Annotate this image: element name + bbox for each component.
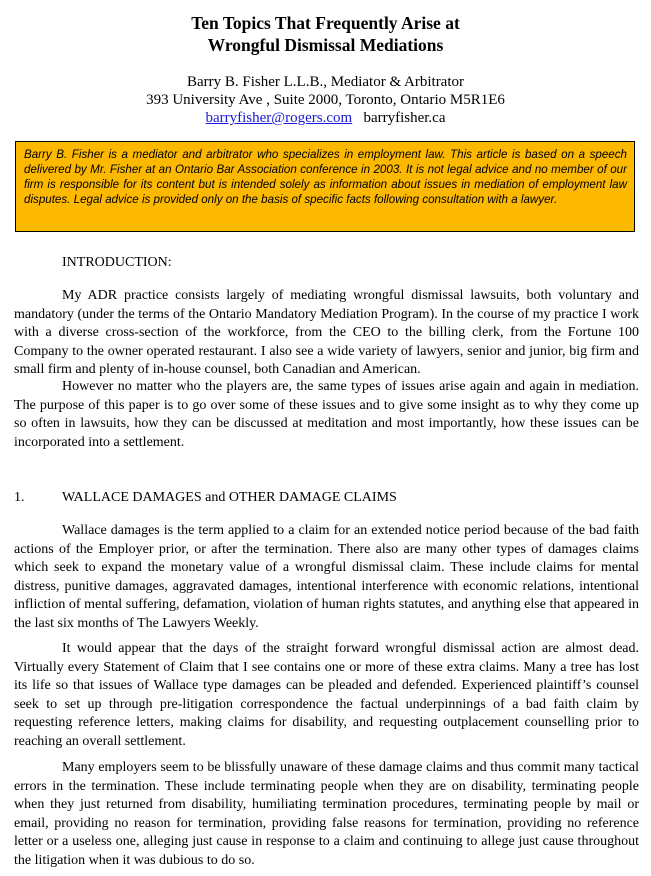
introduction-paragraph-2: However no matter who the players are, the same types of issues arise again and again in mediation. The purpose of this paper is to go over some of these issues and to give some insight as to why they come up so often in lawsuits, how they can be discussed at meditation and most importantly, how these issues can be incorporated into a settlement.: [14, 379, 639, 450]
email-link[interactable]: barryfisher@rogers.com: [205, 110, 353, 126]
introduction-heading: INTRODUCTION:: [62, 255, 172, 270]
author-contact: [0, 109, 651, 128]
introduction-paragraph-1: My ADR practice consists largely of mediating wrongful dismissal lawsuits, both voluntary and mandatory (under the terms of the Ontario Mandatory Mediation Program). In the course of my practice I work with a diverse cross-section of the workforce, from the CEO to the billing clerk, from the Fortune 100 Company to the owner operated restaurant. I also see a wide variety of lawyers, senior and junior, big firm and small firm and plenty of in-house counsel, both Canadian and American.: [14, 288, 639, 377]
disclaimer-notice: [15, 141, 635, 232]
section-heading: WALLACE DAMAGES and OTHER DAMAGE CLAIMS: [62, 490, 397, 505]
section-paragraph-3: Many employers seem to be blissfully unaware of these damage claims and thus commit many tactical errors in the termination. These include terminating people when they are on disability, terminating people when they just returned from disability, humiliating termination procedures, terminating people by mail or email, providing no reason for termination, providing false reasons for termination, providing no reference letter or a useless one, alleging just cause in response to a claim and continuing to allege just cause throughout the litigation when it was dubious to do so.: [14, 760, 639, 868]
document-title-line2: Wrongful Dismissal Mediations: [207, 35, 444, 55]
section-number: 1.: [14, 490, 25, 505]
section-paragraph-1: Wallace damages is the term applied to a claim for an extended notice period because of the bad faith actions of the Employer prior, or after the termination. There also are many other types of damages claims which seek to expand the monetary value of a wrongful dismissal claim. These include claims for mental distress, punitive damages, aggravated damages, intentional interference with economic relations, intentional infliction of mental suffering, defamation, violation of human rights statutes, and anything else that appeared in the last six months of The Lawyers Weekly.: [14, 523, 639, 631]
website-text: barryfisher.ca: [363, 110, 446, 126]
document-title-line1: Ten Topics That Frequently Arise at: [191, 13, 460, 33]
author-address: 393 University Ave , Suite 2000, Toronto, Ontario M5R1E6: [146, 92, 505, 108]
author-name: Barry B. Fisher L.L.B., Mediator & Arbitrator: [186, 74, 465, 90]
disclaimer-text: Barry B. Fisher is a mediator and arbitrator who specializes in employment law. This article is based on a speech delivered by Mr. Fisher at an Ontario Bar Association conference in 2003. It is not legal advice and no member of our firm is responsible for its content but is intended solely as information about issues in mediation of employment law disputes. Legal advice is provided only on the basis of specific facts following consultation with a lawyer.: [24, 148, 627, 206]
section-paragraph-2: It would appear that the days of the straight forward wrongful dismissal action are almost dead. Virtually every Statement of Claim that I see contains one or more of these extra claims. Many a tree has lost its life so that issues of Wallace type damages can be pleaded and defended. Experienced plaintiff’s counsel seek to set up through pre-litigation correspondence the factual underpinnings of a bad faith claim by requesting reference letters, making claims for disability, and requesting outplacement counselling prior to reaching an overall settlement.: [14, 641, 639, 749]
